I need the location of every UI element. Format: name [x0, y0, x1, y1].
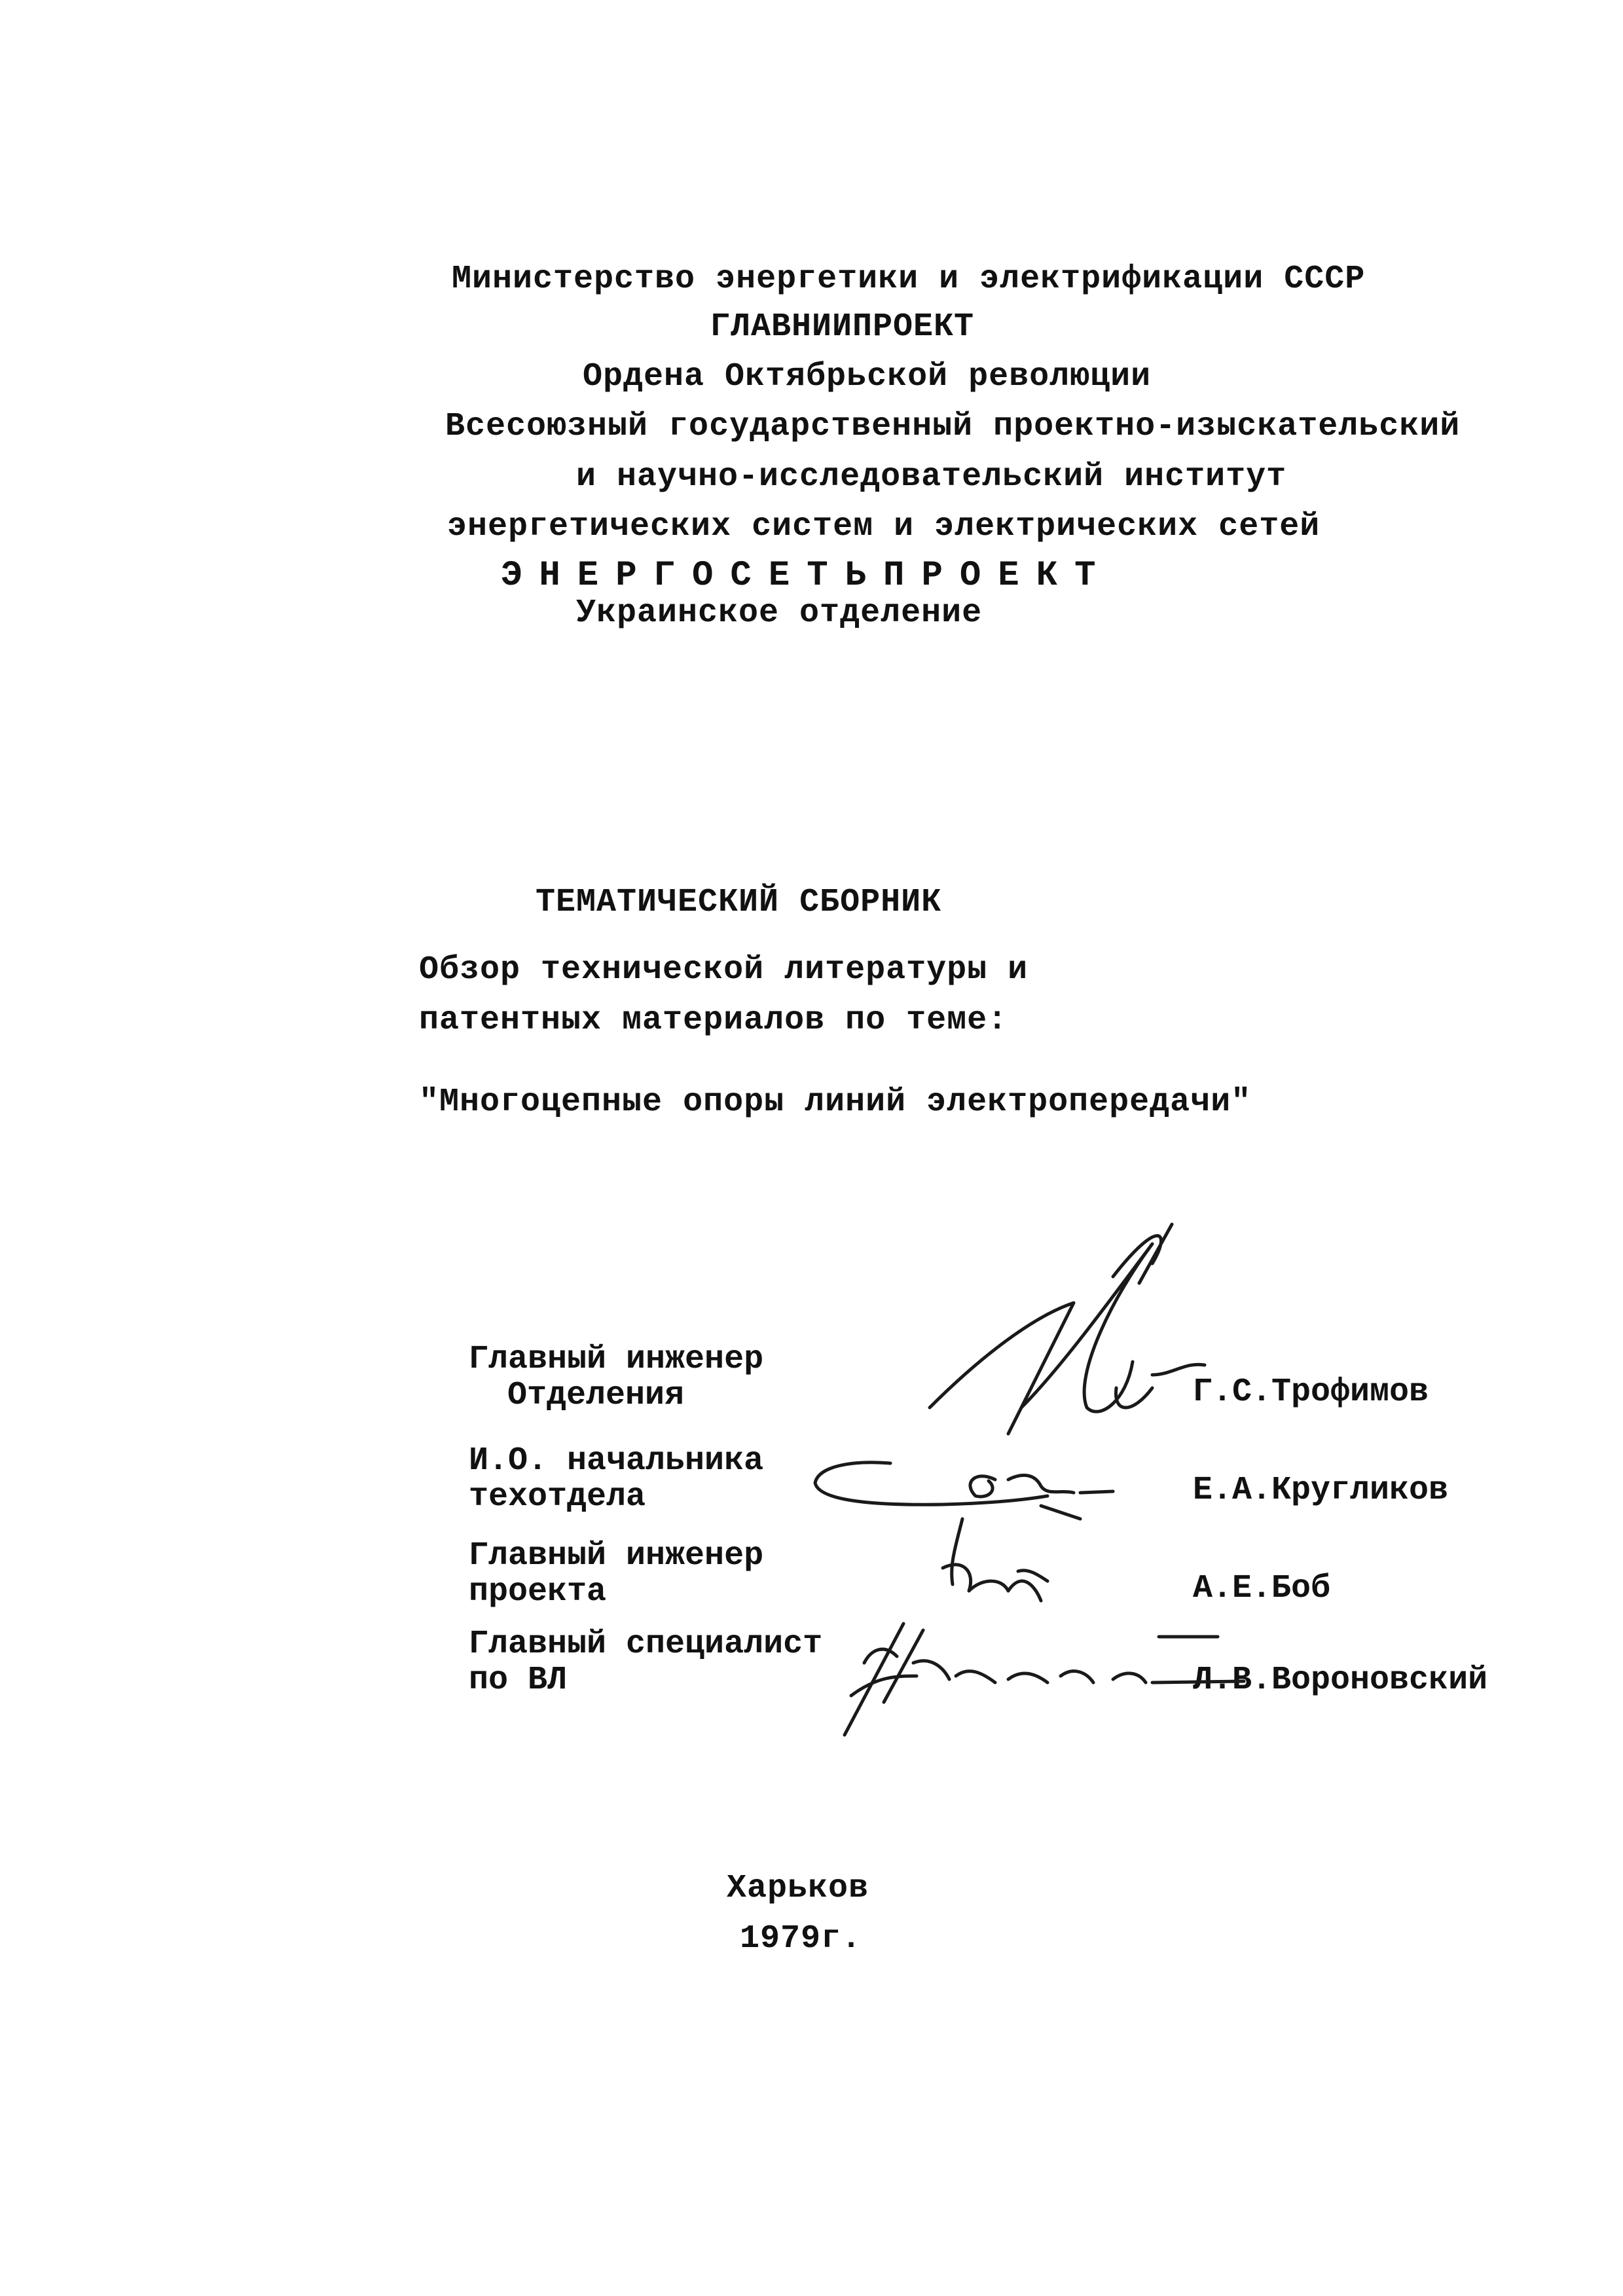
signatory-4-role-line-2: по ВЛ [469, 1662, 568, 1699]
signatory-4-name: Л.В.Вороновский [1193, 1662, 1488, 1699]
signatory-3-role-line-2: проекта [469, 1573, 607, 1611]
signatory-1-role-line-1: Главный инженер [469, 1341, 764, 1378]
signatory-2-role-line-1: И.О. начальника [469, 1442, 764, 1480]
signatory-4-role-line-1: Главный специалист [469, 1626, 823, 1663]
signatory-1-name: Г.С.Трофимов [1193, 1374, 1429, 1411]
subtitle-line-1: Обзор технической литературы и [419, 951, 1029, 989]
collection-heading: ТЕМАТИЧЕСКИЙ СБОРНИК [536, 884, 942, 921]
signatory-3-role-line-1: Главный инженер [469, 1537, 764, 1575]
signatory-2-name: Е.А.Кругликов [1193, 1472, 1449, 1509]
ministry-line: Министерство энергетики и электрификации СССР [452, 261, 1366, 298]
topic-line: "Многоцепные опоры линий электропередачи" [419, 1084, 1252, 1121]
signatory-2-role-line-2: техотдела [469, 1478, 646, 1516]
glavniiproekt-line: ГЛАВНИИПРОЕКТ [710, 308, 975, 346]
order-line: Ордена Октябрьской революции [583, 358, 1152, 395]
institute-line-2: и научно-исследовательский институт [576, 458, 1287, 496]
signature-1 [930, 1224, 1205, 1434]
branch-line: Украинское отделение [576, 594, 983, 632]
signature-2 [815, 1463, 1113, 1519]
signature-3 [943, 1519, 1048, 1601]
city-line: Харьков [727, 1870, 869, 1907]
institute-line-3: энергетических систем и электрических сетей [447, 508, 1321, 545]
signatory-3-name: А.Е.Боб [1193, 1570, 1331, 1607]
organization-name: ЭНЕРГОСЕТЬПРОЕКТ [501, 556, 1113, 596]
signatory-1-role-line-2: Отделения [507, 1377, 685, 1414]
institute-line-1: Всесоюзный государственный проектно-изыскательский [445, 408, 1461, 445]
signature-4 [845, 1624, 1244, 1735]
subtitle-line-2: патентных материалов по теме: [419, 1002, 1008, 1039]
year-line: 1979г. [740, 1920, 862, 1958]
